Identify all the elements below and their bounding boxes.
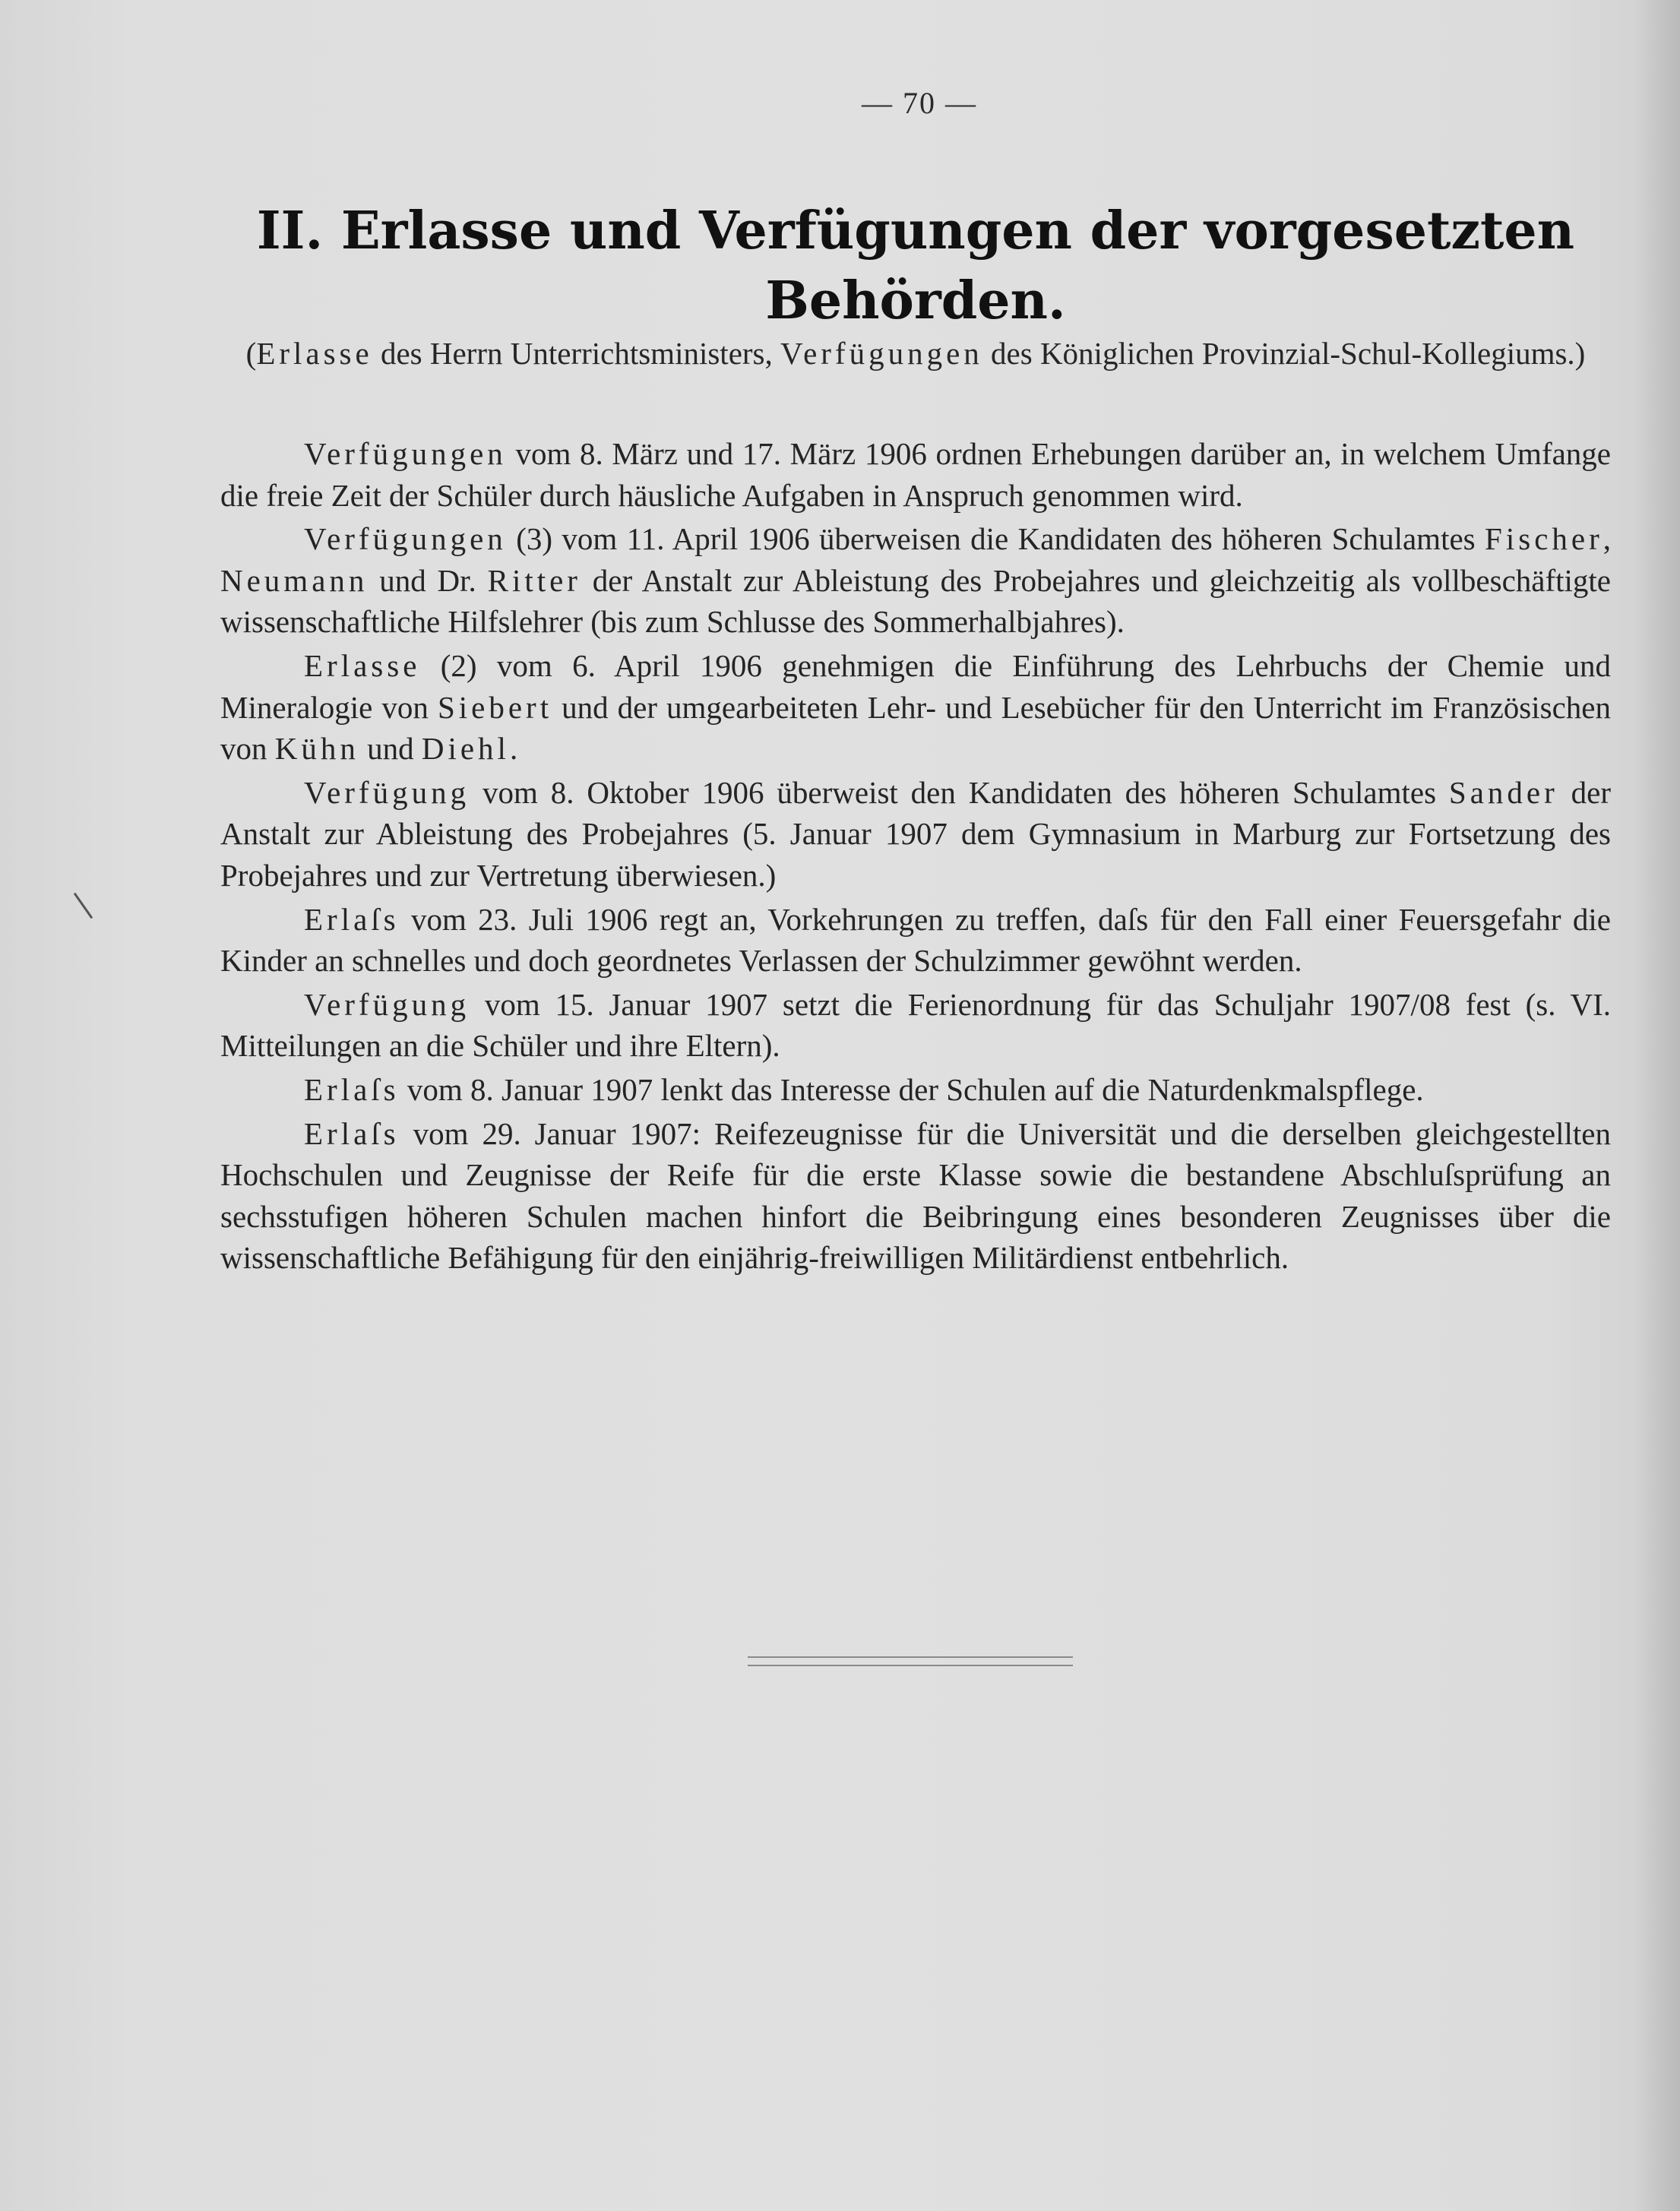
person-name: Diehl [421,731,510,767]
paragraph-lead: Erlaſs [304,1071,400,1107]
paragraph-text: . [509,731,518,767]
subheading-open-paren: ( [245,336,257,371]
subheading-text-a: des Herrn Unterrichtsministers, [372,336,781,371]
subheading-text-b: des Königlichen Provinzial-Schul-Kollegiums.) [982,336,1586,371]
paragraph-text: (2) vom 6. April 1906 genehmigen die Einführung des Lehrbuchs der Chemie und Mineralogie von [220,647,1611,725]
paragraph-1 [220,433,1611,516]
paragraph-5 [220,899,1611,982]
subheading-lead-verfuegungen: Verfügungen [780,336,983,371]
person-name: Fischer [1485,521,1603,557]
body-text [220,433,1611,1281]
paragraph-text: vom 23. Juli 1906 regt an, Vorkehrungen zu treffen, daſs für den Fall einer Feuersgefahr die Kinder an schnelles und doch geordnetes Verlassen der Schulzimmer gewöhnt werden. [220,901,1611,979]
paragraph-text: der Anstalt zur Ableistung des Probejahres (5. Januar 1907 dem Gymnasium in Marburg zur Fortsetzung des Probejahres und zur Vertretung überwiesen.) [220,774,1611,893]
paragraph-lead: Verfügung [304,986,470,1022]
paragraph-6 [220,984,1611,1067]
paragraph-8 [220,1113,1611,1279]
paragraph-3 [220,645,1611,770]
paragraph-text: (3) vom 11. April 1906 überweisen die Kandidaten des höheren Schulamtes [506,521,1485,557]
section-heading-line1: II. Erlasse und Verfügungen der vorgesetzten [256,201,1575,261]
person-name: Sander [1448,774,1558,810]
closing-double-rule [748,1656,1073,1666]
person-name: Kühn [274,731,359,767]
paragraph-lead: Verfügungen [304,436,507,471]
paragraph-lead: Verfügungen [304,521,507,557]
person-name: Ritter [487,562,581,598]
paragraph-lead: Erlasse [304,647,421,683]
paragraph-lead: Verfügung [304,774,470,810]
page-number: — 70 — [862,86,977,120]
paragraph-text: , [1602,521,1611,557]
paragraph-text: vom 8. Januar 1907 lenkt das Interesse der Schulen auf die Naturdenkmalspflege. [399,1071,1424,1107]
paragraph-2 [220,518,1611,643]
paragraph-text: der Anstalt zur Ableistung des Probejahres und gleichzeitig als vollbeschäftigte wissenschaftliche Hilfslehrer (bis zum Schlusse des Sommerhalbjahres). [220,562,1611,640]
section-heading-line2: Behörden. [765,270,1066,331]
person-name: Siebert [437,689,553,725]
paragraph-text: und Dr. [368,562,488,598]
page-edge-shadow [1634,0,1680,2211]
subheading-lead-erlasse: Erlasse [256,336,373,371]
paragraph-text: vom 8. März und 17. März 1906 ordnen Erhebungen darüber an, in welchem Umfange die freie Zeit der Schüler durch häusliche Aufgaben in Anspruch genommen wird. [220,436,1611,513]
paragraph-lead: Erlaſs [304,1115,400,1151]
section-heading [220,196,1611,336]
paragraph-text: vom 8. Oktober 1906 überweist den Kandidaten des höheren Schulamtes [470,774,1449,810]
section-subheading [220,333,1611,375]
person-name: Neumann [220,562,369,598]
paragraph-text: und [359,731,422,767]
paragraph-text: vom 15. Januar 1907 setzt die Ferienordnung für das Schuljahr 1907/08 fest (s. VI. Mitteilungen an die Schüler und ihre Eltern). [220,986,1611,1064]
paragraph-text: und der umgearbeiteten Lehr- und Lesebücher für den Unterricht im Französischen von [220,689,1611,767]
paragraph-7 [220,1069,1611,1111]
paragraph-lead: Erlaſs [304,901,400,937]
paragraph-4 [220,772,1611,897]
paragraph-text: vom 29. Januar 1907: Reifezeugnisse für die Universität und die derselben gleichgestellten Hochschulen und Zeugnisse der Reife für die erste Klasse sowie die bestandene Abschluſsprüfung an sechsstufigen höheren Schulen machen hinfort die Beibringung eines besonderen Zeugnisses über die wissenschaftliche Befähigung für den einjährig-freiwilligen Militärdienst entbehrlich. [220,1115,1611,1276]
